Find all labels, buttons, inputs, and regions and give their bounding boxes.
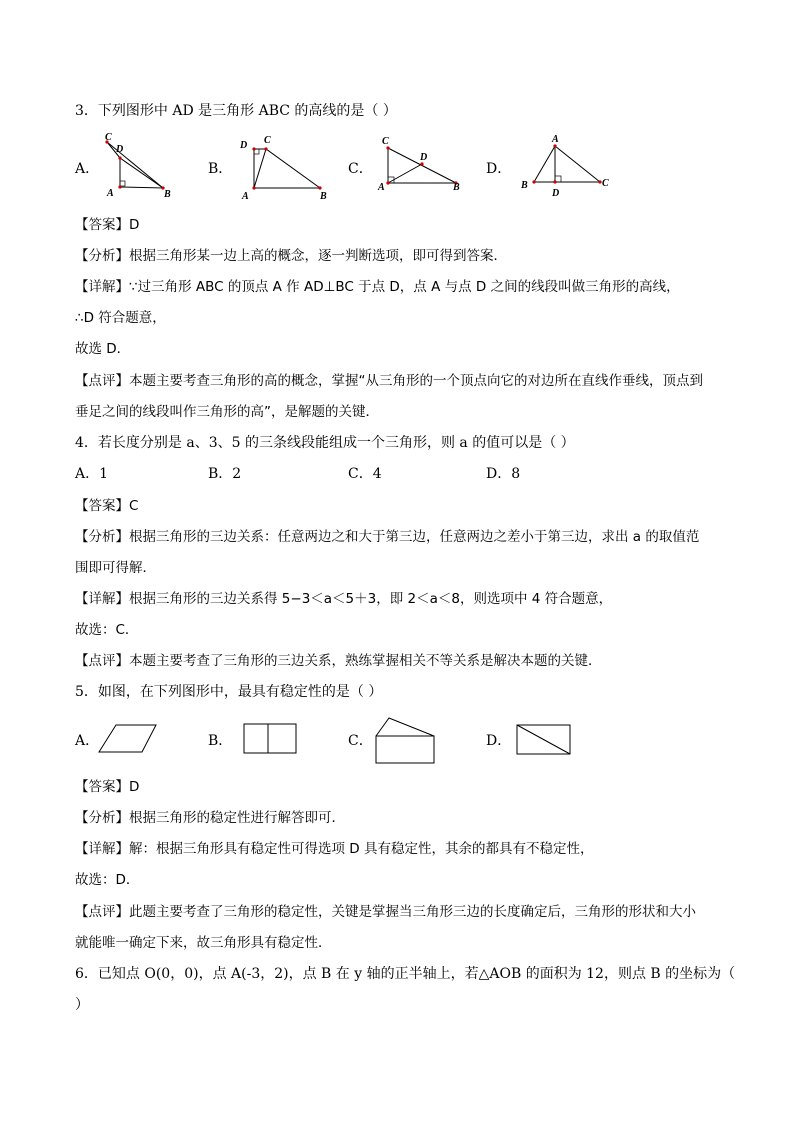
q4-detail-line-2: 故选：C．	[75, 622, 139, 638]
q5-figure-a-parallelogram	[96, 722, 162, 758]
q5-option-c-label: C．	[348, 733, 373, 749]
q3-option-c-label: C．	[348, 161, 373, 177]
q3-detail-line-2: ∴D 符合题意，	[75, 310, 166, 326]
q3d-label-d: D	[552, 188, 560, 199]
q3d-label-b: B	[521, 180, 528, 191]
q3a-label-a: A	[107, 188, 114, 199]
q4-option-c: C．4	[348, 466, 382, 482]
q3a-label-b: B	[164, 189, 171, 200]
q5-answer: 【答案】D	[75, 779, 140, 795]
q4-answer: 【答案】C	[75, 498, 139, 514]
q3d-label-c: C	[602, 178, 609, 189]
q3-option-a-label: A．	[75, 161, 100, 177]
q3a-label-d: D	[116, 144, 124, 155]
q3-comment-line-1: 【点评】本题主要考查三角形的高的概念，掌握“从三角形的一个顶点向它的对边所在直线作垂线，顶点到	[75, 373, 703, 389]
q4-stem: 4．若长度分别是 a、3、5 的三条线段能组成一个三角形，则 a 的值可以是（ ）	[75, 435, 575, 451]
q3-detail-line-1: 【详解】∵过三角形 ABC 的顶点 A 作 AD⊥BC 于点 D，点 A 与点 D 之间的线段叫做三角形的高线，	[75, 279, 680, 295]
q5-comment-line-1: 【点评】此题主要考查了三角形的稳定性，关键是掌握当三角形三边的长度确定后，三角形的形状和大小	[75, 904, 696, 920]
q3a-label-c: C	[105, 132, 112, 143]
q3-figure-d	[516, 132, 616, 202]
q5-detail-line-1: 【详解】解：根据三角形具有稳定性可得选项 D 具有稳定性，其余的都具有不稳定性，	[75, 841, 594, 857]
q3-figure-b	[232, 132, 332, 202]
q5-option-b-label: B．	[208, 733, 233, 749]
q5-figure-d-rectangle-diagonal	[514, 722, 574, 758]
q3-stem: 3．下列图形中 AD 是三角形 ABC 的高线的是（ ）	[75, 103, 397, 119]
q3c-label-b: B	[453, 182, 460, 193]
q3-detail-line-3: 故选 D．	[75, 341, 131, 357]
q4-option-d: D．8	[486, 466, 521, 482]
q6-stem-line-1: 6．已知点 O(0，0)，点 A(-3，2)，点 B 在 y 轴的正半轴上，若△AOB 的面积为 12，则点 B 的坐标为（	[75, 966, 736, 982]
q3-answer: 【答案】D	[75, 217, 140, 233]
q3b-label-b: B	[320, 191, 327, 202]
q5-option-d-label: D．	[486, 733, 512, 749]
q3c-label-a: A	[378, 182, 385, 193]
q5-stem: 5．如图，在下列图形中，最具有稳定性的是（ ）	[75, 684, 383, 700]
q3b-label-d: D	[240, 140, 248, 151]
q5-comment-line-2: 就能唯一确定下来，故三角形具有稳定性．	[75, 935, 332, 951]
q5-figure-b-split-rectangle	[240, 720, 300, 758]
q4-option-a: A．1	[75, 466, 109, 482]
q3-comment-line-2: 垂足之间的线段叫作三角形的高”，是解题的关键．	[75, 404, 379, 420]
q3-figure-c	[372, 132, 472, 202]
q4-analysis-line-1: 【分析】根据三角形的三边关系：任意两边之和大于第三边，任意两边之差小于第三边，求出 a 的取值范	[75, 529, 700, 545]
q3c-label-c: C	[382, 136, 389, 147]
q3c-label-d: D	[420, 152, 428, 163]
q3-analysis: 【分析】根据三角形某一边上高的概念，逐一判断选项，即可得到答案．	[75, 248, 507, 264]
q3-option-d-label: D．	[486, 161, 512, 177]
q5-analysis: 【分析】根据三角形的稳定性进行解答即可．	[75, 810, 345, 826]
q3d-label-a: A	[552, 134, 559, 145]
q3b-label-a: A	[242, 191, 249, 202]
q5-figure-c-house	[373, 714, 437, 766]
q4-comment: 【点评】本题主要考查了三角形的三边关系，熟练掌握相关不等关系是解决本题的关键．	[75, 653, 602, 669]
q5-detail-line-2: 故选：D．	[75, 872, 140, 888]
q3b-label-c: C	[264, 135, 271, 146]
q6-stem-line-2: ）	[75, 997, 89, 1013]
q4-detail-line-1: 【详解】根据三角形的三边关系得 5−3＜a＜5＋3，即 2＜a＜8，则选项中 4 符合题意，	[75, 591, 613, 607]
q4-option-b: B．2	[208, 466, 242, 482]
q3-figure-a	[95, 132, 180, 202]
q5-option-a-label: A．	[75, 733, 100, 749]
q3-option-b-label: B．	[208, 161, 233, 177]
q4-analysis-line-2: 围即可得解．	[75, 560, 156, 576]
